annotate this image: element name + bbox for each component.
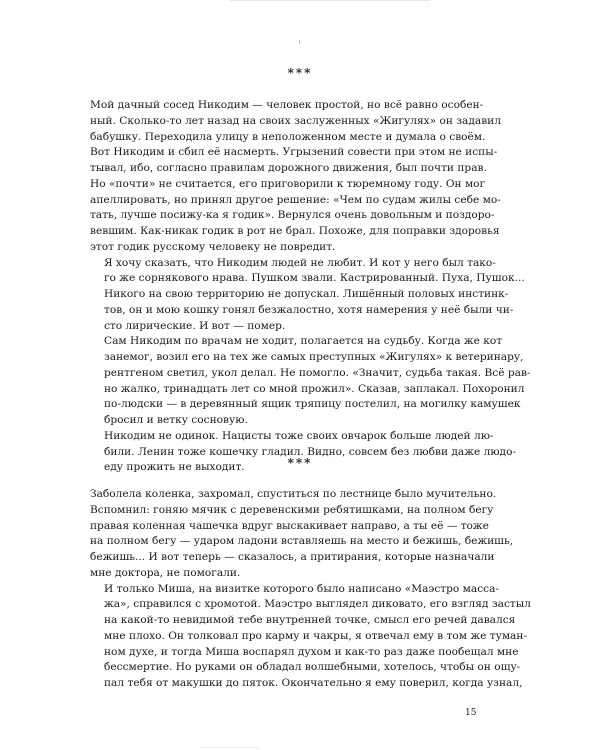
text-line: Я хочу сказать, что Никодим людей не любит. И кот у него был тако- xyxy=(104,256,496,269)
top-edge-line xyxy=(230,0,430,1)
text-line: жа», справился с хромотой. Маэстро выглядел диковато, его взгляд застыл xyxy=(104,598,531,611)
text-line: пал тебя от макушки до пяток. Окончательно я ему поверил, когда узнал, xyxy=(104,677,523,689)
text-line: мне плохо. Он толковал про карму и чакры, я отвечал ему в том же туман- xyxy=(104,629,528,642)
text-line: Но «почти» не считается, его приговорили к тюремному году. Он мог xyxy=(90,177,486,190)
section-separator-1: *** xyxy=(287,66,313,80)
paragraph xyxy=(90,256,525,335)
section-1-text xyxy=(90,98,531,476)
text-line: Вот Никодим и сбил её насмерть. Угрызений совести при этом не испы- xyxy=(90,146,498,159)
text-line: по-людски — в деревянный ящик тряпицу постелил, на могилку камушек xyxy=(104,398,521,411)
text-line: бросил и ветку сосновую. xyxy=(104,414,248,426)
text-line: бессмертие. Но руками он обладал волшебными, хотелось, чтобы он ощу- xyxy=(104,661,521,674)
text-line: Вспомнил: гоняю мячик с деревенскими ребятишками, на полном бегу xyxy=(90,503,494,516)
text-line: Никого на свою территорию не допускал. Лишённый половых инстинк- xyxy=(104,288,509,300)
text-line: Никодим не одинок. Нацисты тоже своих овчарок больше людей лю- xyxy=(104,429,494,442)
page-number: 15 xyxy=(465,708,477,718)
text-line: этот годик русскому человеку не повредит. xyxy=(90,240,336,253)
text-line: мне доктора, не помогали. xyxy=(90,566,241,579)
text-line: на какой-то невидимой тебе внутренней точке, смысл его речей давался xyxy=(104,614,516,626)
text-line: апеллировать, но принял другое решение: «Чем по судам жилы себе мо- xyxy=(90,193,501,206)
text-line: бабушку. Переходила улицу в неположенном месте и думала о своём. xyxy=(90,130,486,143)
text-line: тывал, ибо, согласно правилам дорожного движения, был почти прав. xyxy=(90,162,487,174)
text-line: го же сорнякового нрава. Пушком звали. Кастрированный. Пуха, Пушок... xyxy=(104,272,525,285)
text-line: но жалко, тринадцать лет со мной прожил». Сказав, заплакал. Похоронил xyxy=(104,382,525,395)
text-line: И только Миша, на визитке которого было написано «Маэстро масса- xyxy=(104,582,499,595)
text-line: ный. Сколько-то лет назад на своих заслуженных «Жигулях» он задавил xyxy=(90,114,501,127)
text-line: правая коленная чашечка вдруг выскакивает направо, а ты её — тоже xyxy=(90,519,489,532)
text-line: тов, он и мою кошку гонял безжалостно, хотя намерения у неё были чи- xyxy=(104,303,514,316)
text-line: занемог, возил его на тех же самых преступных «Жигулях» к ветеринару, xyxy=(104,351,524,363)
paragraph xyxy=(90,582,531,692)
paragraph xyxy=(90,487,514,582)
text-line: били. Ленин тоже кошечку гладил. Видно, совсем без любви даже людо- xyxy=(104,445,517,458)
text-line: сто лирические. И вот — помер. xyxy=(104,319,286,332)
text-line: Сам Никодим по врачам не ходит, полагается на судьбу. Когда же кот xyxy=(104,335,503,348)
text-line: вевшим. Как-никак годик в рот не брал. Похоже, для поправки здоровья xyxy=(90,225,500,237)
section-2-text xyxy=(90,487,531,692)
text-line: на полном бегу — ударом ладони вставляешь на место и бежишь, бежишь, xyxy=(90,535,514,548)
text-line: бежишь... И вот теперь — сказалось, а притирания, которые назначали xyxy=(90,551,495,563)
top-tick-mark xyxy=(299,40,300,44)
text-line: еду прожить не выходит. xyxy=(104,461,245,474)
paragraph xyxy=(90,334,531,429)
text-line: рентгеном светил, укол делал. Не помогло. «Значит, судьба такая. Всё рав- xyxy=(104,366,531,379)
text-line: ном духе, и тогда Миша воспарял духом и как-то раз даже пообещал мне xyxy=(104,645,519,658)
text-line: Мой дачный сосед Никодим — человек простой, но всё равно особен- xyxy=(90,99,484,111)
paragraph xyxy=(90,98,501,256)
section-separator-2: *** xyxy=(287,456,313,470)
text-line: Заболела коленка, захромал, спуститься по лестнице было мучительно. xyxy=(90,488,497,500)
text-line: тать, лучше посижу-ка я годик». Вернулся очень довольным и поздоро- xyxy=(90,209,495,222)
bottom-edge-line xyxy=(200,747,260,748)
